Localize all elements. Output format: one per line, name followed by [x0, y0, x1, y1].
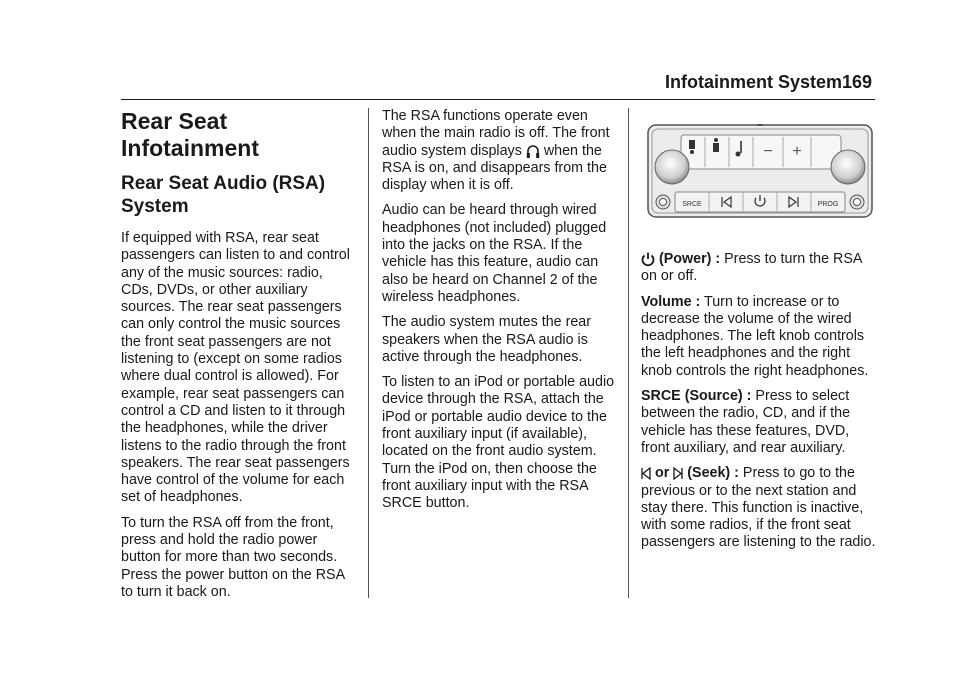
subsection-title: Rear Seat Audio (RSA) System	[121, 173, 326, 217]
power-icon	[641, 252, 655, 267]
rsa-panel	[645, 123, 875, 223]
power-definition	[641, 251, 877, 286]
term: Volume :	[641, 293, 701, 310]
headphone-jack-right	[850, 195, 864, 209]
volume-definition	[641, 294, 877, 380]
header-rule	[121, 99, 875, 100]
minus-button[interactable]: −	[763, 143, 773, 160]
column-3	[641, 108, 877, 560]
paragraph-text: The RSA functions operate even when the main radio is off. The front audio system displays	[382, 108, 610, 159]
paragraph	[382, 108, 622, 194]
column-divider	[628, 108, 629, 598]
term: SRCE (Source) :	[641, 388, 752, 405]
page-number: 169	[841, 72, 872, 92]
page-header	[0, 70, 960, 100]
column-1	[121, 108, 356, 609]
prog-button[interactable]: PROG	[817, 201, 839, 208]
paragraph: To turn the RSA off from the front, press and hold the radio power button for more than two seconds. Press the power button on the RSA to turn it back on.	[121, 514, 345, 600]
seek-back-icon	[641, 467, 651, 480]
term: (Seek) :	[687, 465, 739, 482]
definition: Press to go to the previous or to the next station and stay there. This function is inactive, with some radios, if the front seat passengers are listening to the radio.	[641, 465, 876, 551]
term: or	[654, 465, 670, 482]
rsa-panel-illustration	[645, 123, 875, 223]
srce-definition	[641, 388, 877, 457]
column-divider	[368, 108, 369, 598]
header-title: Infotainment System	[664, 72, 842, 92]
definition: Press to turn the RSA on or off.	[641, 251, 862, 285]
paragraph: To listen to an iPod or portable audio device through the RSA, attach the iPod or portable audio device to the front auxiliary input (if available), located on the front audio system. Turn the iPod on, then choose the front auxiliary input with the RSA SRCE button.	[382, 374, 615, 512]
volume-knob-left[interactable]	[655, 150, 689, 184]
plus-button[interactable]: +	[792, 143, 802, 160]
headphone-jack-left	[656, 195, 670, 209]
seek-definition	[641, 465, 877, 551]
headphones-icon	[526, 143, 540, 159]
column-2	[382, 108, 622, 521]
term: (Power) :	[658, 251, 721, 267]
srce-button[interactable]: SRCE	[682, 201, 702, 208]
definition: Turn to increase or to decrease the volume of the wired headphones. The left knob controls the left headphones and the right knob controls the right headphones.	[641, 293, 869, 379]
paragraph: Audio can be heard through wired headphones (not included) plugged into the jacks on the RSA. If the vehicle has this feature, audio can also be heard on Channel 2 of the wireless headphones.	[382, 202, 607, 305]
paragraph: If equipped with RSA, rear seat passengers can listen to and control any of the music sources: radio, CDs, DVDs, or other auxiliary sources. The rear seat passengers can only control the music sources the front seat passengers are not listening to (except on some radios where dual control is allowed). For example, rear seat passengers can control a CD and listen to it through the headphones, while the driver listens to the radio through the front speakers. The rear seat passengers have control of the volume for each set of headphones.	[121, 230, 350, 506]
section-title: Rear Seat Infotainment	[121, 108, 259, 161]
paragraph: The audio system mutes the rear speakers when the RSA audio is active through the headphones.	[382, 314, 591, 365]
volume-knob-right[interactable]	[831, 150, 865, 184]
paragraph-text: when the RSA is on, and disappears from the display when it is off.	[382, 142, 607, 194]
definition: Press to select between the radio, CD, and if the vehicle has these features, DVD, front auxiliary, and rear auxiliary.	[641, 388, 851, 456]
seek-forward-icon	[673, 467, 683, 480]
